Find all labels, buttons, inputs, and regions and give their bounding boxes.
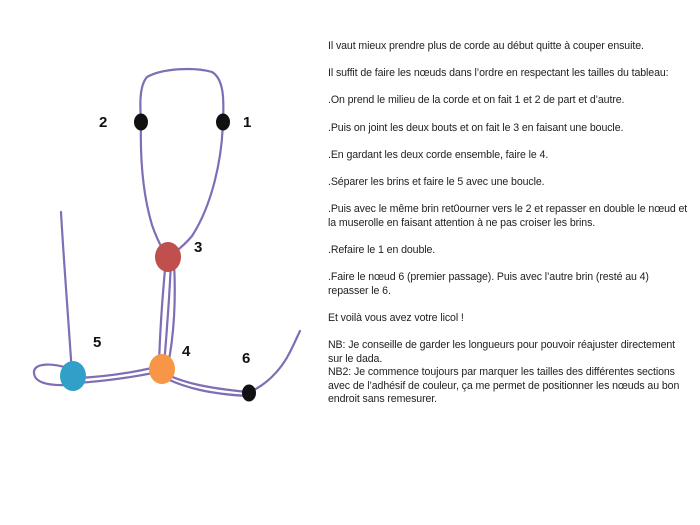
step-4: .Séparer les brins et faire le 5 avec une boucle.	[328, 175, 545, 188]
step-6: .Refaire le 1 en double.	[328, 243, 436, 256]
conclusion-text: Et voilà vous avez votre licol !	[328, 311, 464, 324]
knot-1-label: 1	[243, 114, 252, 131]
rope-left-strand	[141, 122, 167, 258]
rope-top-loop	[140, 69, 223, 122]
knot-6-marker	[242, 385, 256, 402]
knot-5-label: 5	[93, 334, 102, 351]
rope-tail-6	[250, 331, 300, 392]
knot-4-label: 4	[182, 343, 191, 360]
step-1: .On prend le milieu de la corde et on fait 1 et 2 de part et d’autre.	[328, 94, 625, 107]
sizes-text: Il suffit de faire les nœuds dans l’ordre en respectant les tailles du tableau:	[328, 67, 669, 80]
knot-6	[242, 350, 256, 402]
knot-3	[155, 239, 202, 272]
knot-5-marker	[60, 361, 86, 391]
step-2: .Puis on joint les deux bouts et on fait le 3 en faisant une boucle.	[328, 121, 624, 134]
knot-3-marker	[155, 242, 181, 272]
step-7: .Faire le nœud 6 (premier passage). Puis avec l’autre brin (resté au 4) repasser le 6.	[328, 271, 649, 297]
rope-5-to-4	[78, 368, 152, 378]
rope-right-strand	[169, 121, 223, 257]
knot-6-label: 6	[242, 350, 251, 367]
note-2: NB2: Je commence toujours par marquer les tailles des différentes sections avec de l’adhésif de couleur, ça me permet de positionner les nœuds au bon endroit sans remesurer.	[328, 366, 680, 406]
knot-2	[99, 114, 148, 132]
knot-4-marker	[149, 354, 175, 384]
instructions-panel	[328, 40, 690, 421]
knot-2-label: 2	[99, 114, 108, 131]
halter-knot-diagram	[0, 0, 320, 525]
step-5: .Puis avec le même brin ret0ourner vers le 2 et repasser en double le nœud et la muserolle en faisant attention à ne pas croiser les brins.	[328, 203, 688, 229]
knot-3-label: 3	[194, 239, 203, 256]
knot-1	[216, 114, 251, 132]
intro-text: Il vaut mieux prendre plus de corde au début quitte à couper ensuite.	[328, 40, 644, 52]
rope-long-left	[61, 212, 72, 374]
note-1: NB: Je conseille de garder les longueurs pour pouvoir réajuster directement sur le dada.	[328, 339, 675, 365]
knot-2-marker	[134, 114, 148, 131]
step-3: .En gardant les deux corde ensemble, faire le 4.	[328, 148, 549, 161]
knot-1-marker	[216, 114, 230, 131]
